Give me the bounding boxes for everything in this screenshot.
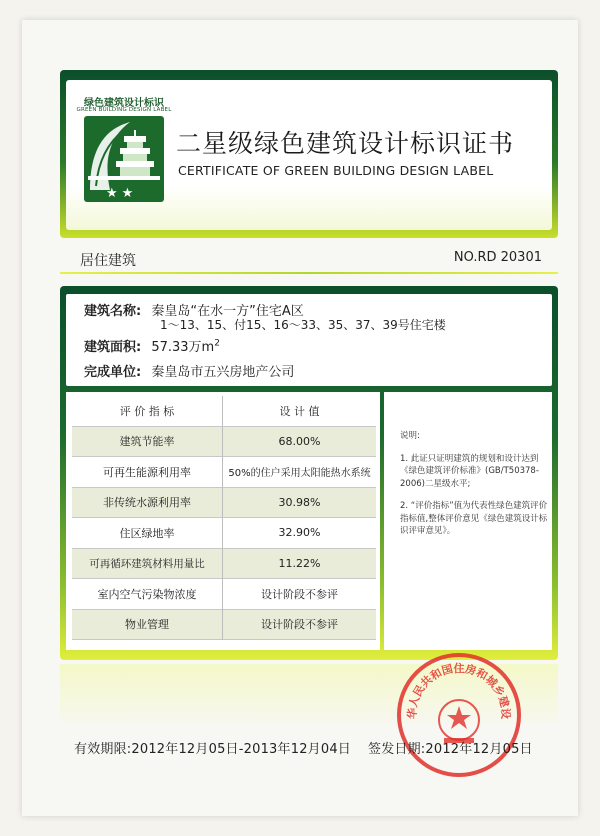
completion-unit-label: 完成单位:: [84, 365, 142, 380]
building-name-line2: 1～13、15、付15、16～33、35、37、39号住宅楼: [160, 318, 446, 332]
divider: [60, 272, 558, 274]
indicator-table: [72, 396, 376, 640]
logo-title-cn: 绿色建筑设计标识: [84, 98, 164, 109]
svg-text:中华人民共和国住房和城乡建设部: [394, 650, 513, 719]
completion-unit-row: [84, 361, 294, 380]
table-row: [72, 548, 376, 579]
header-indicator: 评 价 指 标: [72, 396, 223, 426]
logo-title-en: GREEN BUILDING DESIGN LABEL: [76, 107, 172, 113]
green-building-logo: [74, 94, 174, 214]
building-name-label: 建筑名称:: [84, 304, 142, 319]
indicator-name: 室内空气污染物浓度: [72, 579, 223, 610]
note-1: 1. 此证只证明建筑的规划和设计达到《绿色建筑评价标准》(GB/T50378-2006)二星级水平;: [400, 453, 539, 489]
table-row: [72, 609, 376, 640]
indicator-value: 68.00%: [223, 426, 377, 457]
area-unit-superscript: 2: [214, 338, 220, 349]
indicator-value: 设计阶段不参评: [223, 609, 377, 640]
issue-date: 签发日期:2012年12月05日: [368, 742, 533, 757]
table-row: [72, 457, 376, 488]
indicator-name: 建筑节能率: [72, 426, 223, 457]
indicator-name: 住区绿地率: [72, 518, 223, 549]
validity-period: 有效期限:2012年12月05日-2013年12月04日: [74, 742, 352, 757]
table-row: [72, 579, 376, 610]
note-2: 2. “评价指标”值为代表性绿色建筑评价指标值,整体评价意见《绿色建筑设计标识评审意见》。: [400, 501, 548, 536]
building-area-label: 建筑面积:: [84, 340, 142, 355]
table-header-row: [72, 396, 376, 426]
header-value: 设 计 值: [279, 404, 320, 418]
table-row: [72, 487, 376, 518]
indicator-value: 11.22%: [223, 548, 377, 579]
indicator-value: 50%的住户采用太阳能热水系统: [223, 457, 377, 488]
indicator-value: 32.90%: [223, 518, 377, 549]
notes: [400, 430, 548, 548]
indicator-name: 物业管理: [72, 609, 223, 640]
certificate-title-en: CERTIFICATE OF GREEN BUILDING DESIGN LABEL: [178, 163, 494, 178]
certificate-number: NO.RD 20301: [453, 250, 542, 265]
indicator-name: 可再循环建筑材料用量比: [72, 548, 223, 579]
indicator-name: 非传统水源利用率: [72, 487, 223, 518]
building-area-row: [84, 336, 220, 355]
completion-unit-value: 秦皇岛市五兴房地产公司: [151, 365, 295, 380]
indicator-name: 可再生能源利用率: [72, 457, 223, 488]
seal-text: 华人民共和国住房和城乡建设: [405, 662, 513, 720]
building-name-line1: 秦皇岛“在水一方”住宅A区: [151, 304, 304, 319]
notes-heading: 说明:: [400, 431, 420, 441]
indicator-value: 设计阶段不参评: [223, 579, 377, 610]
certificate-title-cn: 二星级绿色建筑设计标识证书: [176, 129, 515, 158]
table-row: [72, 518, 376, 549]
table-row: [72, 426, 376, 457]
building-area-value: 57.33万m: [151, 340, 215, 355]
building-type: 居住建筑: [80, 253, 136, 269]
rating-stars: ★★: [106, 186, 138, 201]
indicator-value: 30.98%: [223, 487, 377, 518]
official-seal: [394, 650, 524, 780]
